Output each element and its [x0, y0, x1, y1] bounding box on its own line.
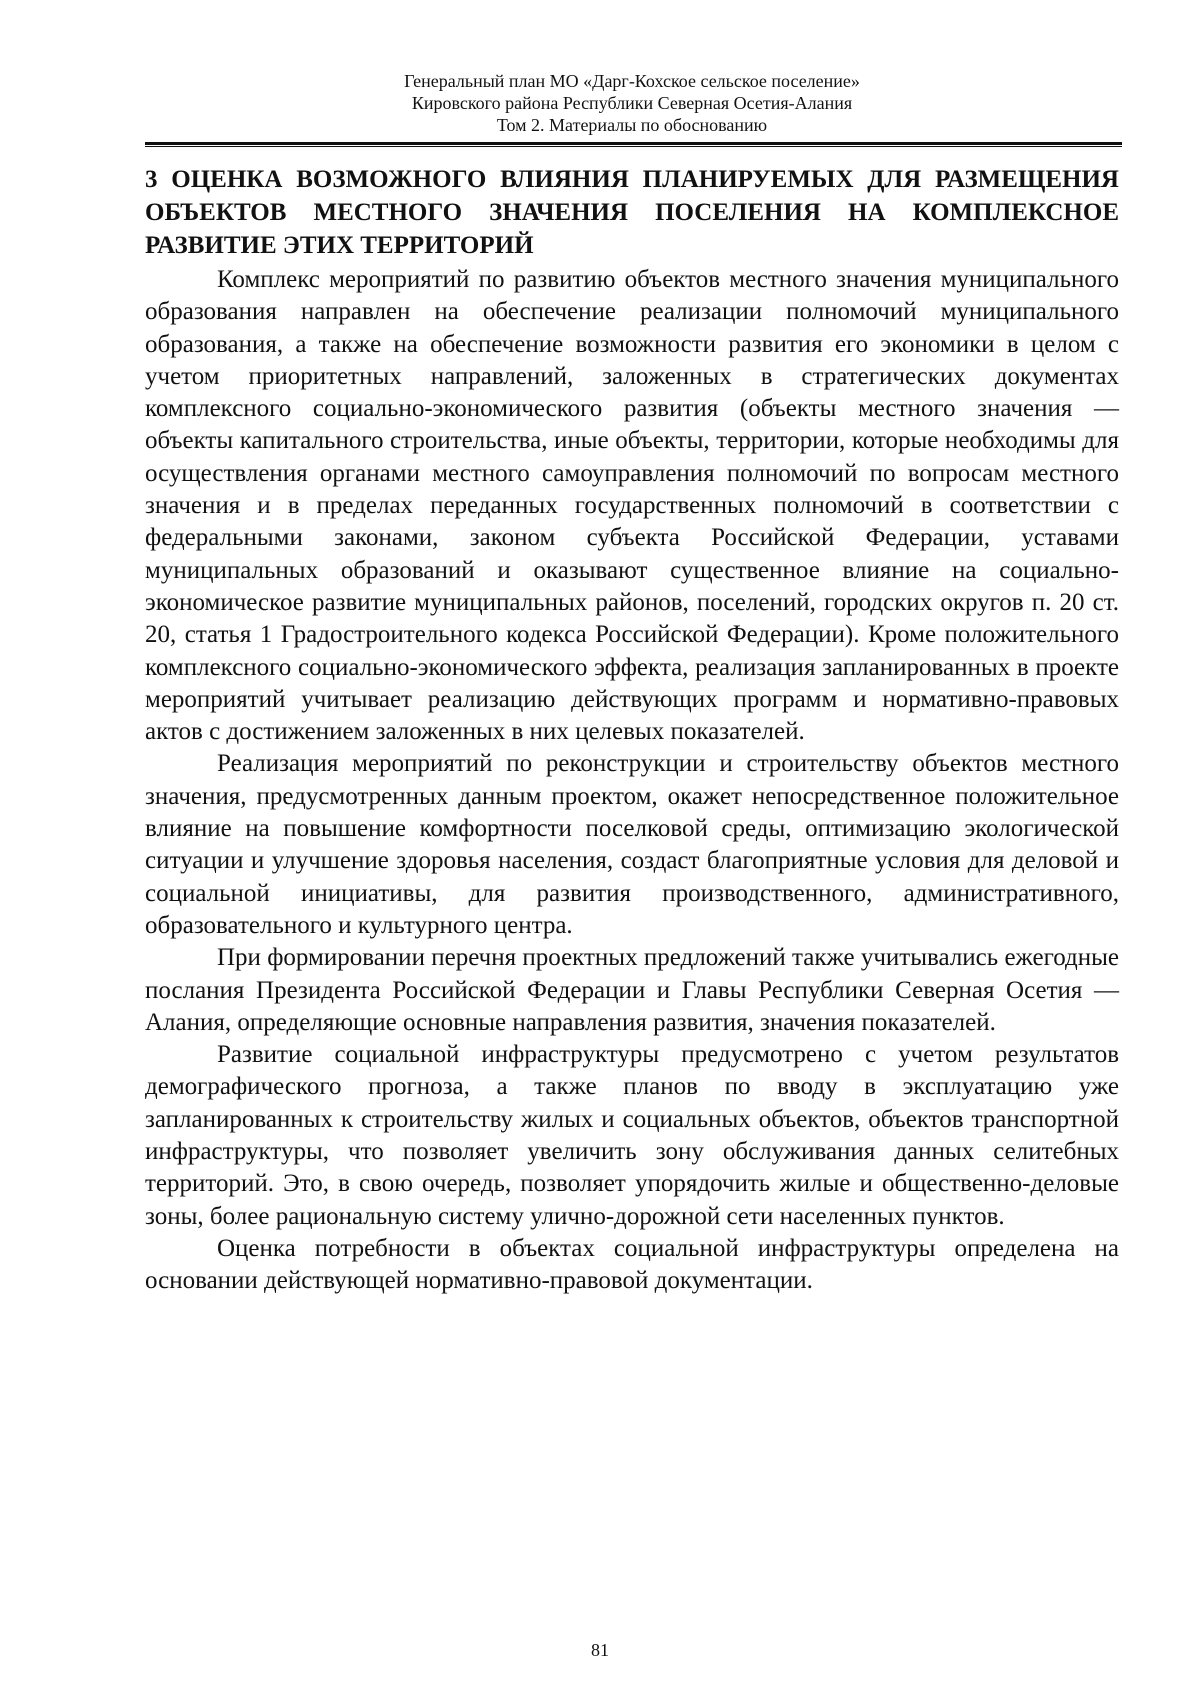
header-line-1: Генеральный план МО «Дарг-Кохское сельское поселение»	[404, 71, 860, 91]
paragraph-2: Реализация мероприятий по реконструкции и строительству объектов местного значения, предусмотренных данным проектом, окажет непосредственное положительное влияние на повышение комфортности поселковой среды, оптимизацию экологической ситуации и улучшение здоровья населения, создаст благоприятные условия для деловой и социальной инициативы, для развития производственного, административного, образовательного и культурного центра.	[145, 750, 1119, 939]
paragraph-3: При формировании перечня проектных предложений также учитывались ежегодные послания Президента Российской Федерации и Главы Республики Северная Осетия — Алания, определяющие основные направления развития, значения показателей.	[145, 944, 1119, 1036]
main-content	[145, 163, 1119, 1298]
paragraph-5: Оценка потребности в объектах социальной инфраструктуры определена на основании действующей нормативно-правовой документации.	[145, 1234, 1119, 1295]
header-double-rule	[145, 142, 1122, 147]
header-line-3: Том 2. Материалы по обоснованию	[496, 115, 768, 135]
paragraph-4: Развитие социальной инфраструктуры предусмотрено с учетом результатов демографического прогноза, а также планов по вводу в эксплуатацию уже запланированных к строительству жилых и социальных объектов, объектов транспортной инфраструктуры, что позволяет увеличить зону обслуживания данных селитебных территорий. Это, в свою очередь, позволяет упорядочить жилые и общественно-деловые зоны, более рациональную систему улично-дорожной сети населенных пунктов.	[145, 1041, 1119, 1230]
paragraph-1: Комплекс мероприятий по развитию объектов местного значения муниципального образования направлен на обеспечение реализации полномочий муниципального образования, а также на обеспечение возможности развития его экономики в целом с учетом приоритетных направлений, заложенных в стратегических документах комплексного социально-экономического развития (объекты местного значения — объекты капитального строительства, иные объекты, территории, которые необходимы для осуществления органами местного самоуправления полномочий по вопросам местного значения и в пределах переданных государственных полномочий в соответствии с федеральными законами, законом субъекта Российской Федерации, уставами муниципальных образований и оказывают существенное влияние на социально-экономическое развитие муниципальных районов, поселений, городских округов п. 20 ст. 20, статья 1 Градостроительного кодекса Российской Федерации). Кроме положительного комплексного социально-экономического эффекта, реализация запланированных в проекте мероприятий учитывает реализацию действующих программ и нормативно-правовых актов с достижением заложенных в них целевых показателей.	[145, 266, 1119, 746]
running-header	[145, 70, 1119, 136]
header-line-2: Кировского района Республики Северная Осетия-Алания	[411, 93, 853, 113]
section-title: 3 ОЦЕНКА ВОЗМОЖНОГО ВЛИЯНИЯ ПЛАНИРУЕМЫХ ДЛЯ РАЗМЕЩЕНИЯ ОБЪЕКТОВ МЕСТНОГО ЗНАЧЕНИЯ ПОСЕЛЕНИЯ НА КОМПЛЕКСНОЕ РАЗВИТИЕ ЭТИХ ТЕРРИТОРИЙ	[145, 166, 1119, 259]
page-number: 81	[591, 1640, 609, 1660]
